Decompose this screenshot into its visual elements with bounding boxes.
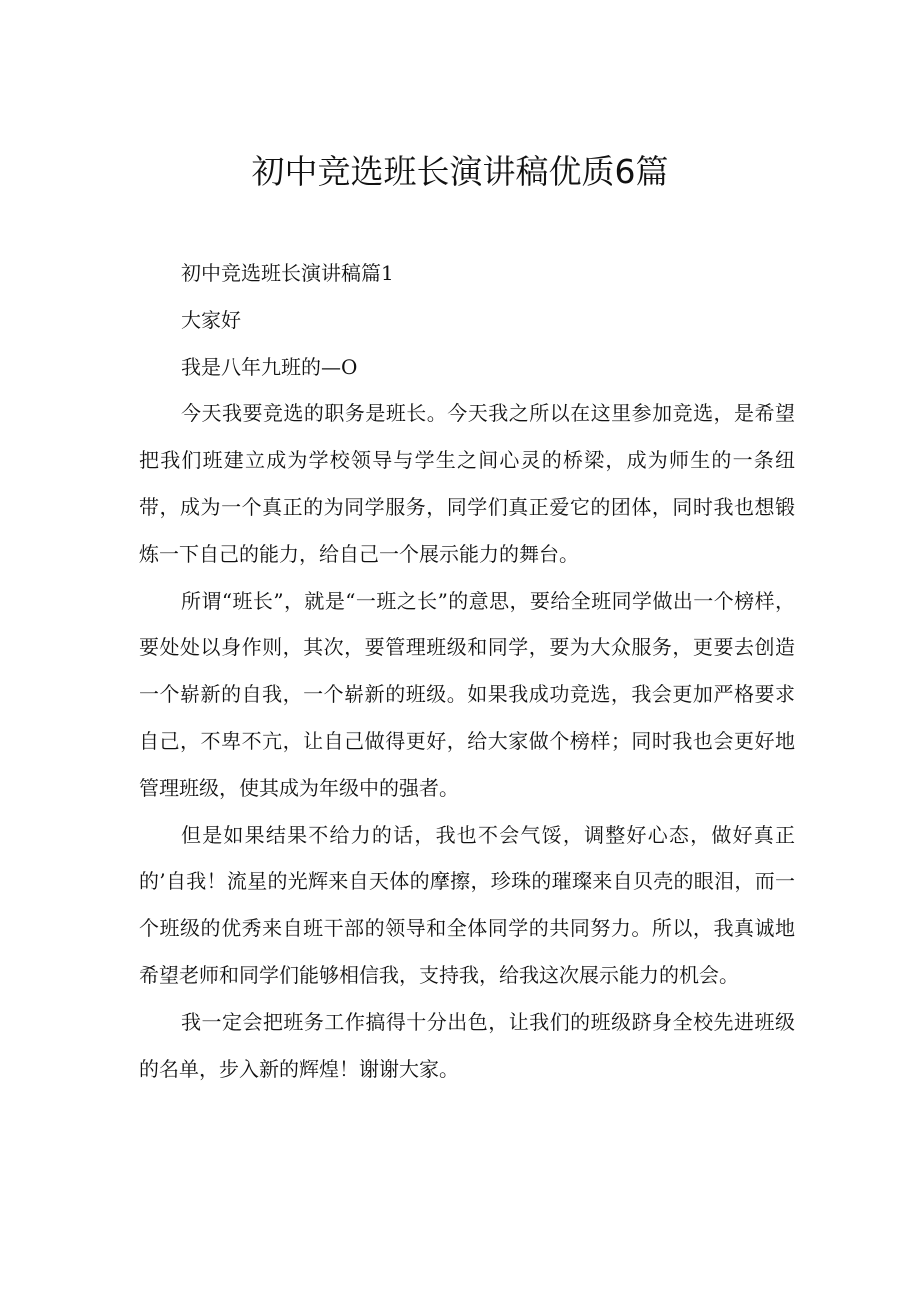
- body-paragraph: 但是如果结果不给力的话，我也不会气馁，调整好心态，做好真正的’自我！流星的光辉来自天体的摩擦，珍珠的璀璨来自贝壳的眼泪，而一个班级的优秀来自班干部的领导和全体同学的共同努力。所以，我真诚地希望老师和同学们能够相信我，支持我，给我这次展示能力的机会。: [139, 822, 795, 987]
- greeting-paragraph: 大家好: [181, 307, 241, 332]
- closing-paragraph: 我一定会把班务工作搞得十分出色，让我们的班级跻身全校先进班级的名单，步入新的辉煌！谢谢大家。: [139, 1009, 795, 1081]
- body-paragraph: 所谓“班长”，就是“一班之长”的意思，要给全班同学做出一个榜样，要处处以身作则，其次，要管理班级和同学，要为大众服务，更要去创造一个崭新的自我，一个崭新的班级。如果我成功竞选，我会更加严格要求自己，不卑不亢，让自己做得更好，给大家做个榜样；同时我也会更好地管理班级，使其成为年级中的强者。: [139, 588, 795, 800]
- body-paragraph: 今天我要竞选的职务是班长。今天我之所以在这里参加竞选，是希望把我们班建立成为学校领导与学生之间心灵的桥梁，成为师生的一条纽带，成为一个真正的为同学服务，同学们真正爱它的团体，同时我也想锻炼一下自己的能力，给自己一个展示能力的舞台。: [139, 401, 795, 566]
- page-title: 初中竞选班长演讲稿优质6篇: [251, 152, 669, 191]
- intro-paragraph: 我是八年九班的—O: [181, 354, 358, 379]
- section-heading: 初中竞选班长演讲稿篇1: [181, 261, 394, 285]
- document-body: [139, 250, 795, 1092]
